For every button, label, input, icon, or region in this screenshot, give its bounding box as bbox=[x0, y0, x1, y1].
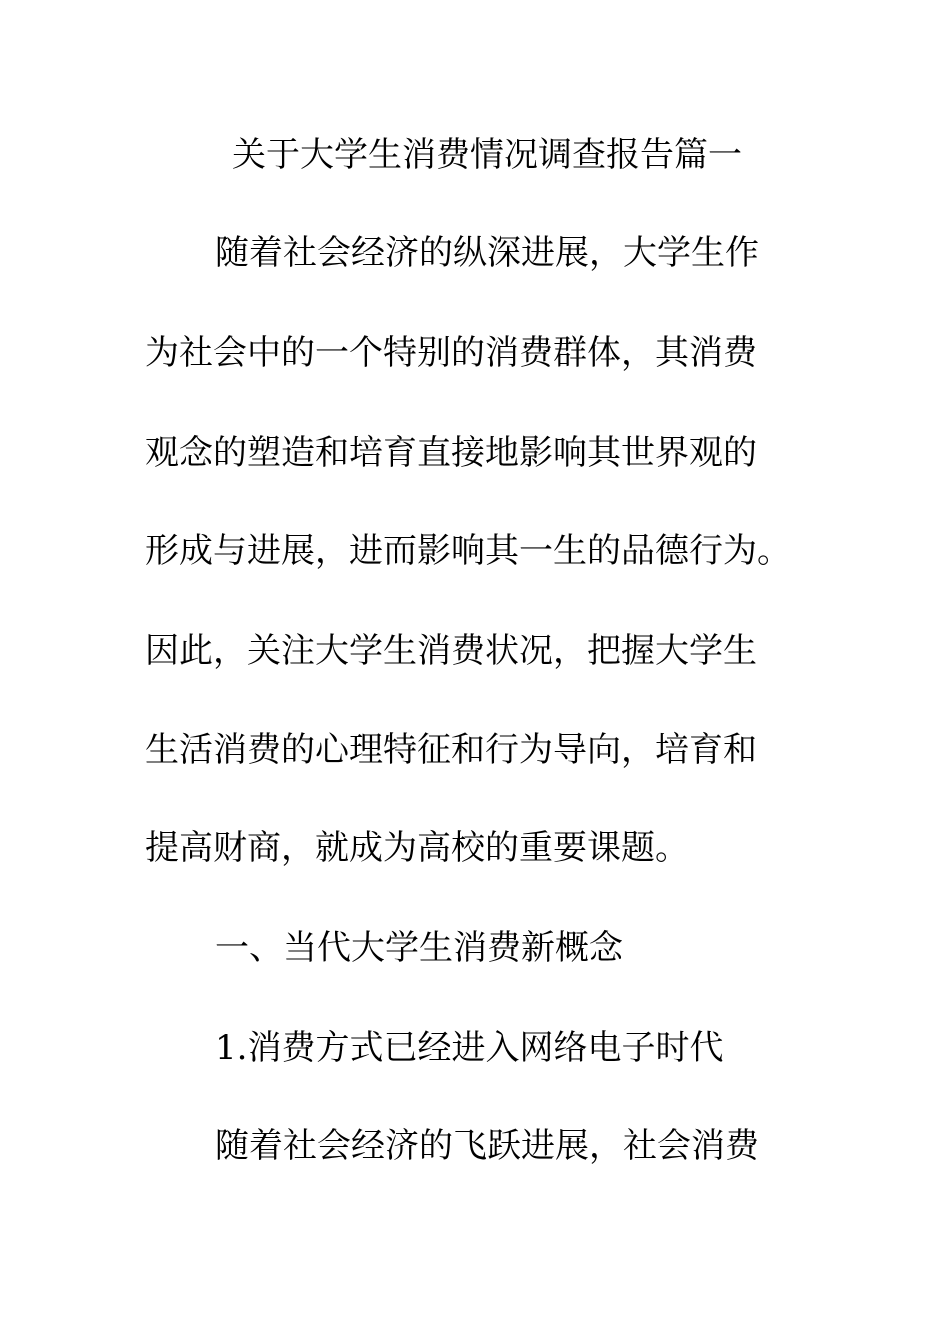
paragraph-line: 为社会中的一个特别的消费群体，其消费 bbox=[145, 333, 757, 373]
document-title: 关于大学生消费情况调查报告篇一 bbox=[232, 135, 742, 175]
paragraph-line: 提高财商，就成为高校的重要课题。 bbox=[145, 828, 689, 868]
paragraph-line: 观念的塑造和培育直接地影响其世界观的 bbox=[145, 433, 757, 473]
paragraph-line: 随着社会经济的飞跃进展，社会消费 bbox=[215, 1126, 759, 1166]
paragraph-line: 生活消费的心理特征和行为导向，培育和 bbox=[145, 730, 757, 770]
paragraph-line: 随着社会经济的纵深进展，大学生作 bbox=[215, 233, 759, 273]
paragraph-line: 因此，关注大学生消费状况，把握大学生 bbox=[145, 631, 757, 671]
section-heading: 一、当代大学生消费新概念 bbox=[215, 928, 623, 968]
paragraph-line: 形成与进展，进而影响其一生的品德行为。 bbox=[145, 531, 791, 571]
subsection-heading: 1.消费方式已经进入网络电子时代 bbox=[215, 1028, 724, 1068]
